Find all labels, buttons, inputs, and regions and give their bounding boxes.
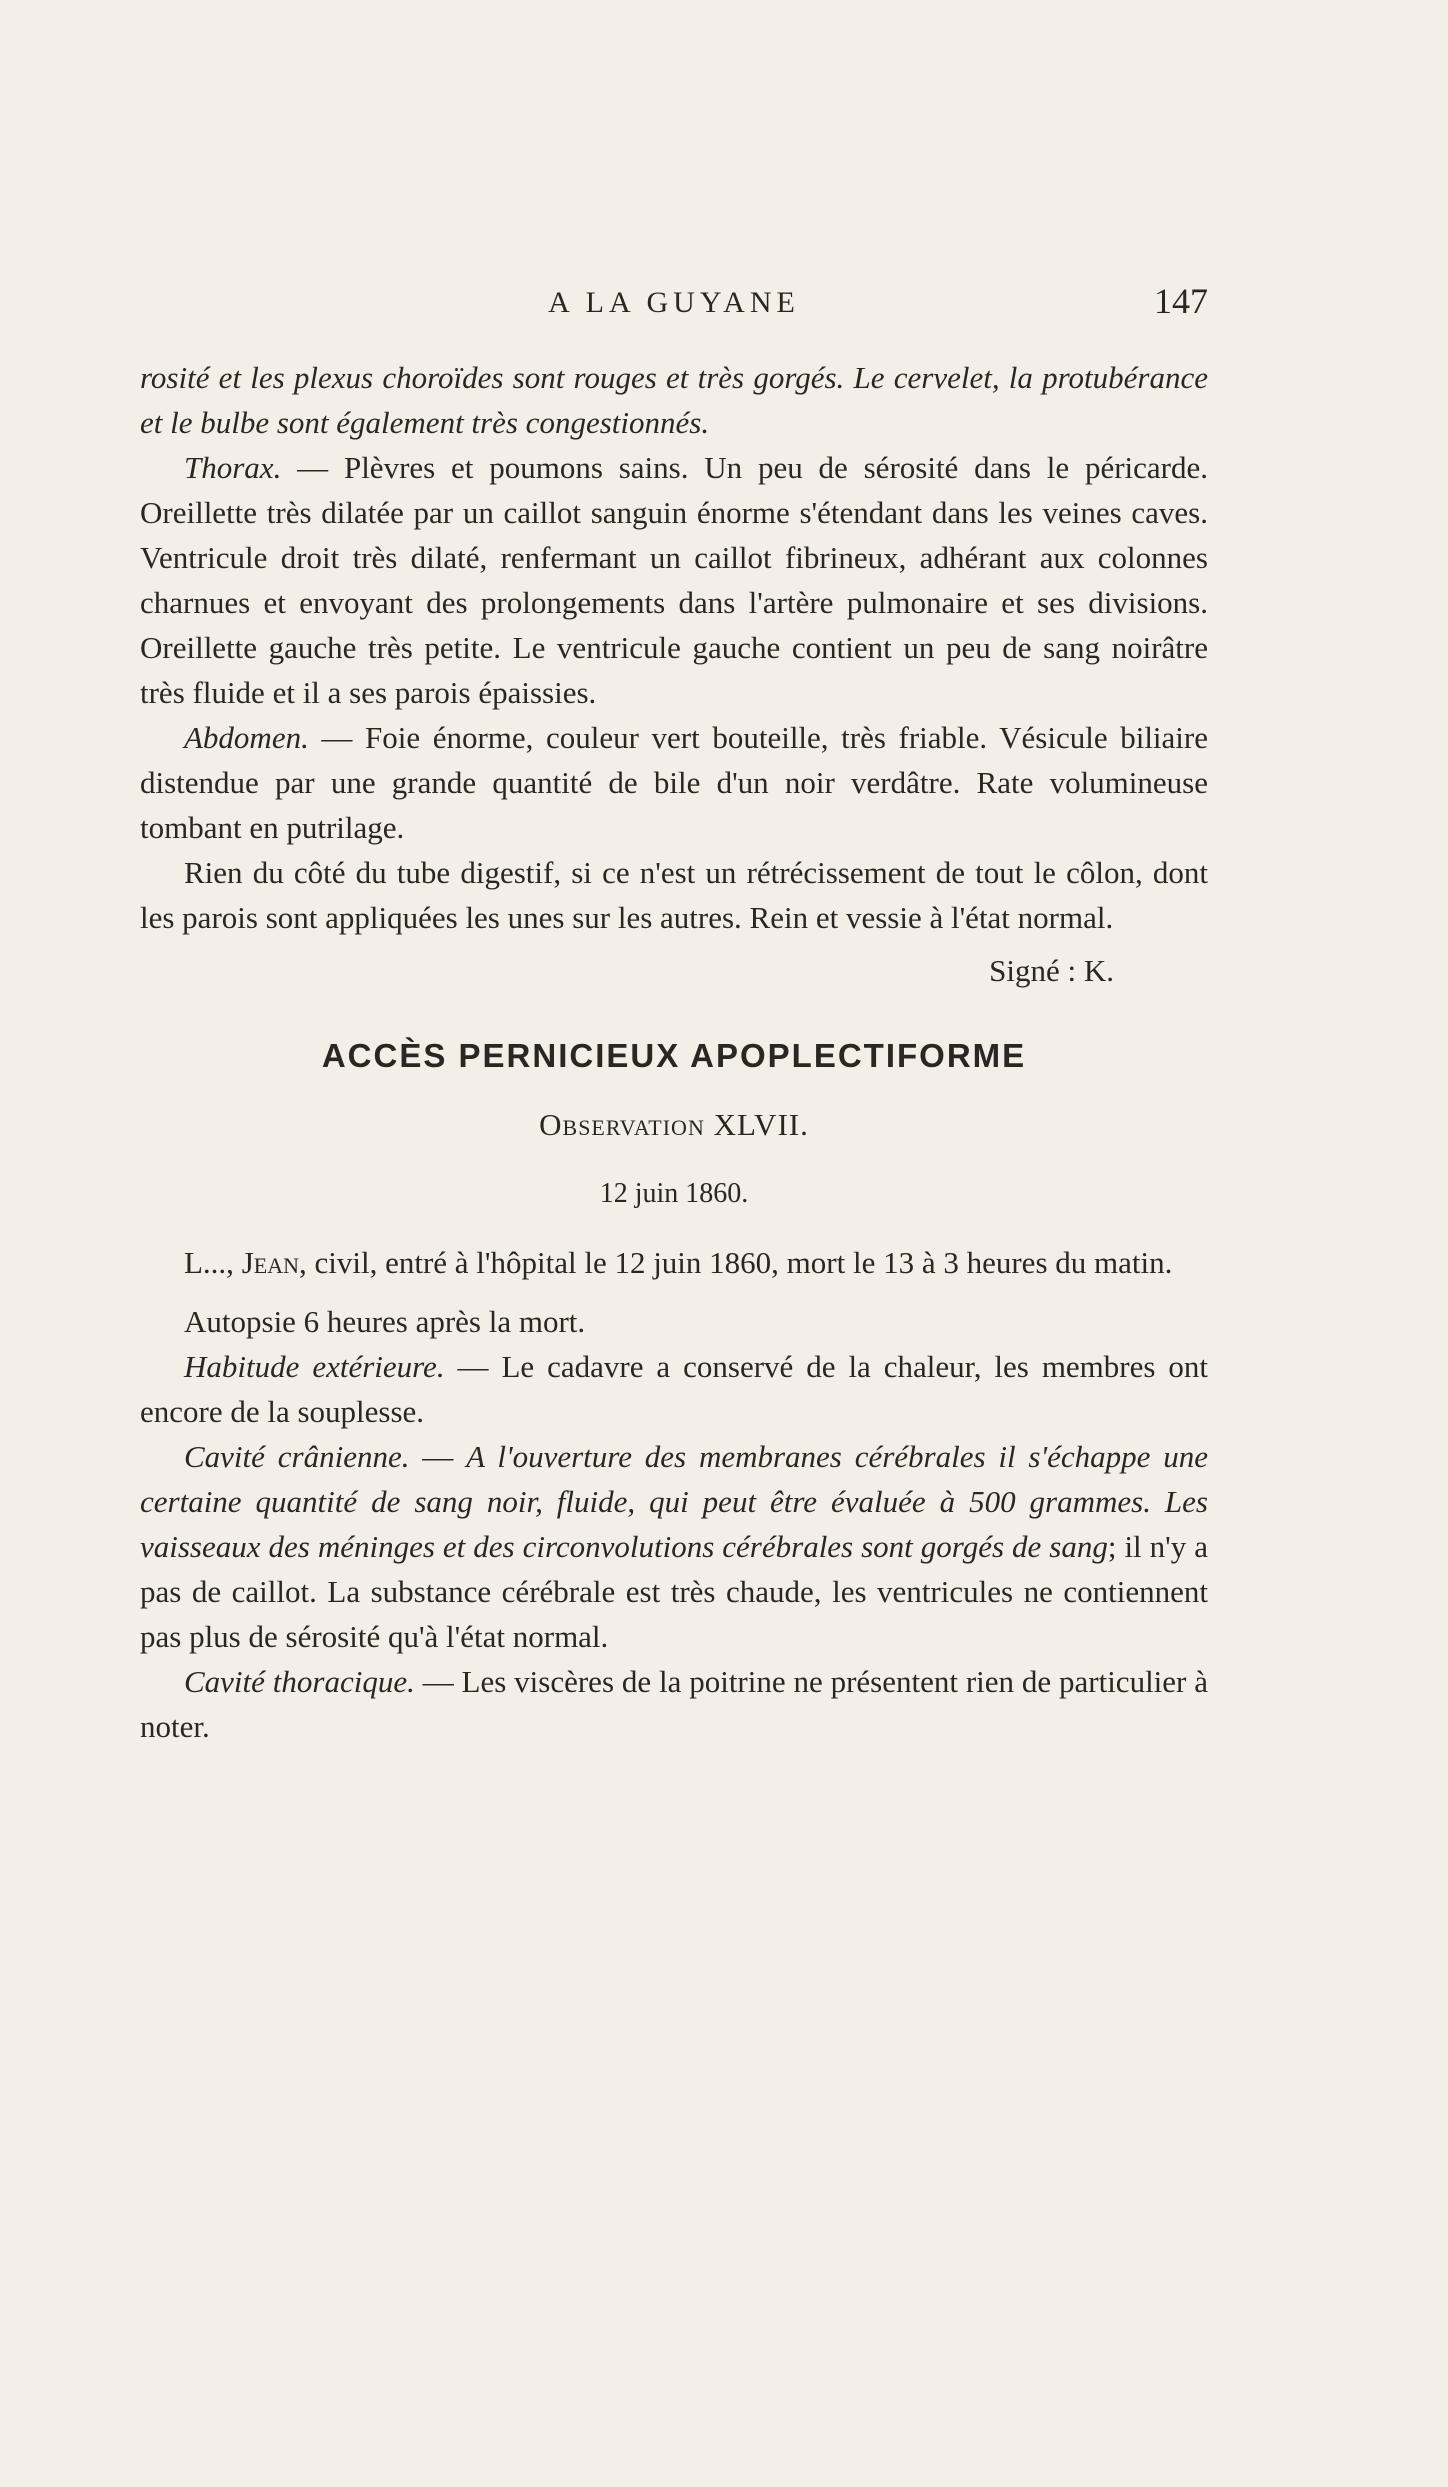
paragraph-autopsy	[140, 1299, 1208, 1344]
page-number: 147	[1154, 281, 1208, 321]
italic-text: A l'ouverture des membranes cérébrales il s'échappe une certaine quantité de sang noir, fluide, qui peut être évaluée à 500 grammes. Les vaisseaux des méninges et des circonvolutions cérébrales sont gorgés de sang	[140, 1439, 1208, 1564]
paragraph-text: Autopsie 6 heures après la mort.	[184, 1304, 586, 1339]
paragraph-cranial	[140, 1434, 1208, 1659]
section-label: Habitude extérieure.	[184, 1349, 445, 1384]
paragraph-text: — Plèvres et poumons sains. Un peu de sérosité dans le péricarde. Oreillette très dilatée par un caillot sanguin énorme s'étendant dans les veines caves. Ventricule droit très dilaté, renfermant un caillot fibrineux, adhérant aux colonnes charnues et envoyant des prolongements dans l'artère pulmonaire et ses divisions. Oreillette gauche très petite. Le ventricule gauche contient un peu de sang noirâtre très fluide et il a ses parois épaissies.	[140, 450, 1208, 710]
signature: Signé : K.	[989, 953, 1114, 988]
page-header	[140, 280, 1208, 330]
paragraph-text: ; il n'y a pas de caillot. La substance cérébrale est très chaude, les ventricules ne contiennent pas plus de sérosité qu'à l'état normal.	[140, 1529, 1209, 1654]
paragraph-abdomen	[140, 715, 1208, 850]
observation-heading: Observation XLVII.	[539, 1107, 809, 1142]
paragraph-digestive	[140, 850, 1208, 940]
section-label: Cavité thoracique.	[184, 1664, 415, 1699]
section-label: Thorax.	[184, 450, 282, 485]
italic-text: rosité et les plexus choroïdes sont rouges et très gorgés. Le cervelet, la protubérance et le bulbe sont également très congestionnés.	[140, 360, 1208, 440]
paragraph-patient	[140, 1240, 1208, 1285]
observation-date: 12 juin 1860.	[599, 1178, 749, 1209]
paragraph-text: Rien du côté du tube digestif, si ce n'est un rétrécissement de tout le côlon, dont les parois sont appliquées les unes sur les autres. Rein et vessie à l'état normal.	[140, 855, 1208, 935]
section-label: Abdomen.	[184, 720, 309, 755]
paragraph-thoracic	[140, 1659, 1208, 1749]
paragraph-text: , civil, entré à l'hôpital le 12 juin 1860, mort le 13 à 3 heures du matin.	[298, 1245, 1173, 1280]
paragraph-text: L...,	[184, 1245, 242, 1280]
patient-name: Jean	[241, 1245, 299, 1280]
dash: —	[409, 1439, 467, 1474]
section-label: Cavité crânienne.	[184, 1439, 410, 1474]
paragraph-thorax	[140, 445, 1208, 715]
paragraph-continuation	[140, 355, 1208, 445]
paragraph-text: — Foie énorme, couleur vert bouteille, très friable. Vésicule biliaire distendue par une grande quantité de bile d'un noir verdâtre. Rate volumineuse tombant en putrilage.	[140, 720, 1208, 845]
paragraph-text: — Les viscères de la poitrine ne présentent rien de particulier à noter.	[140, 1664, 1208, 1744]
section-title: ACCÈS PERNICIEUX APOPLECTIFORME	[321, 1037, 1027, 1074]
paragraph-exterior	[140, 1344, 1208, 1434]
body-text	[140, 355, 1208, 1749]
running-title: A LA GUYANE	[548, 286, 800, 319]
paragraph-text: — Le cadavre a conservé de la chaleur, les membres ont encore de la souplesse.	[140, 1349, 1209, 1429]
